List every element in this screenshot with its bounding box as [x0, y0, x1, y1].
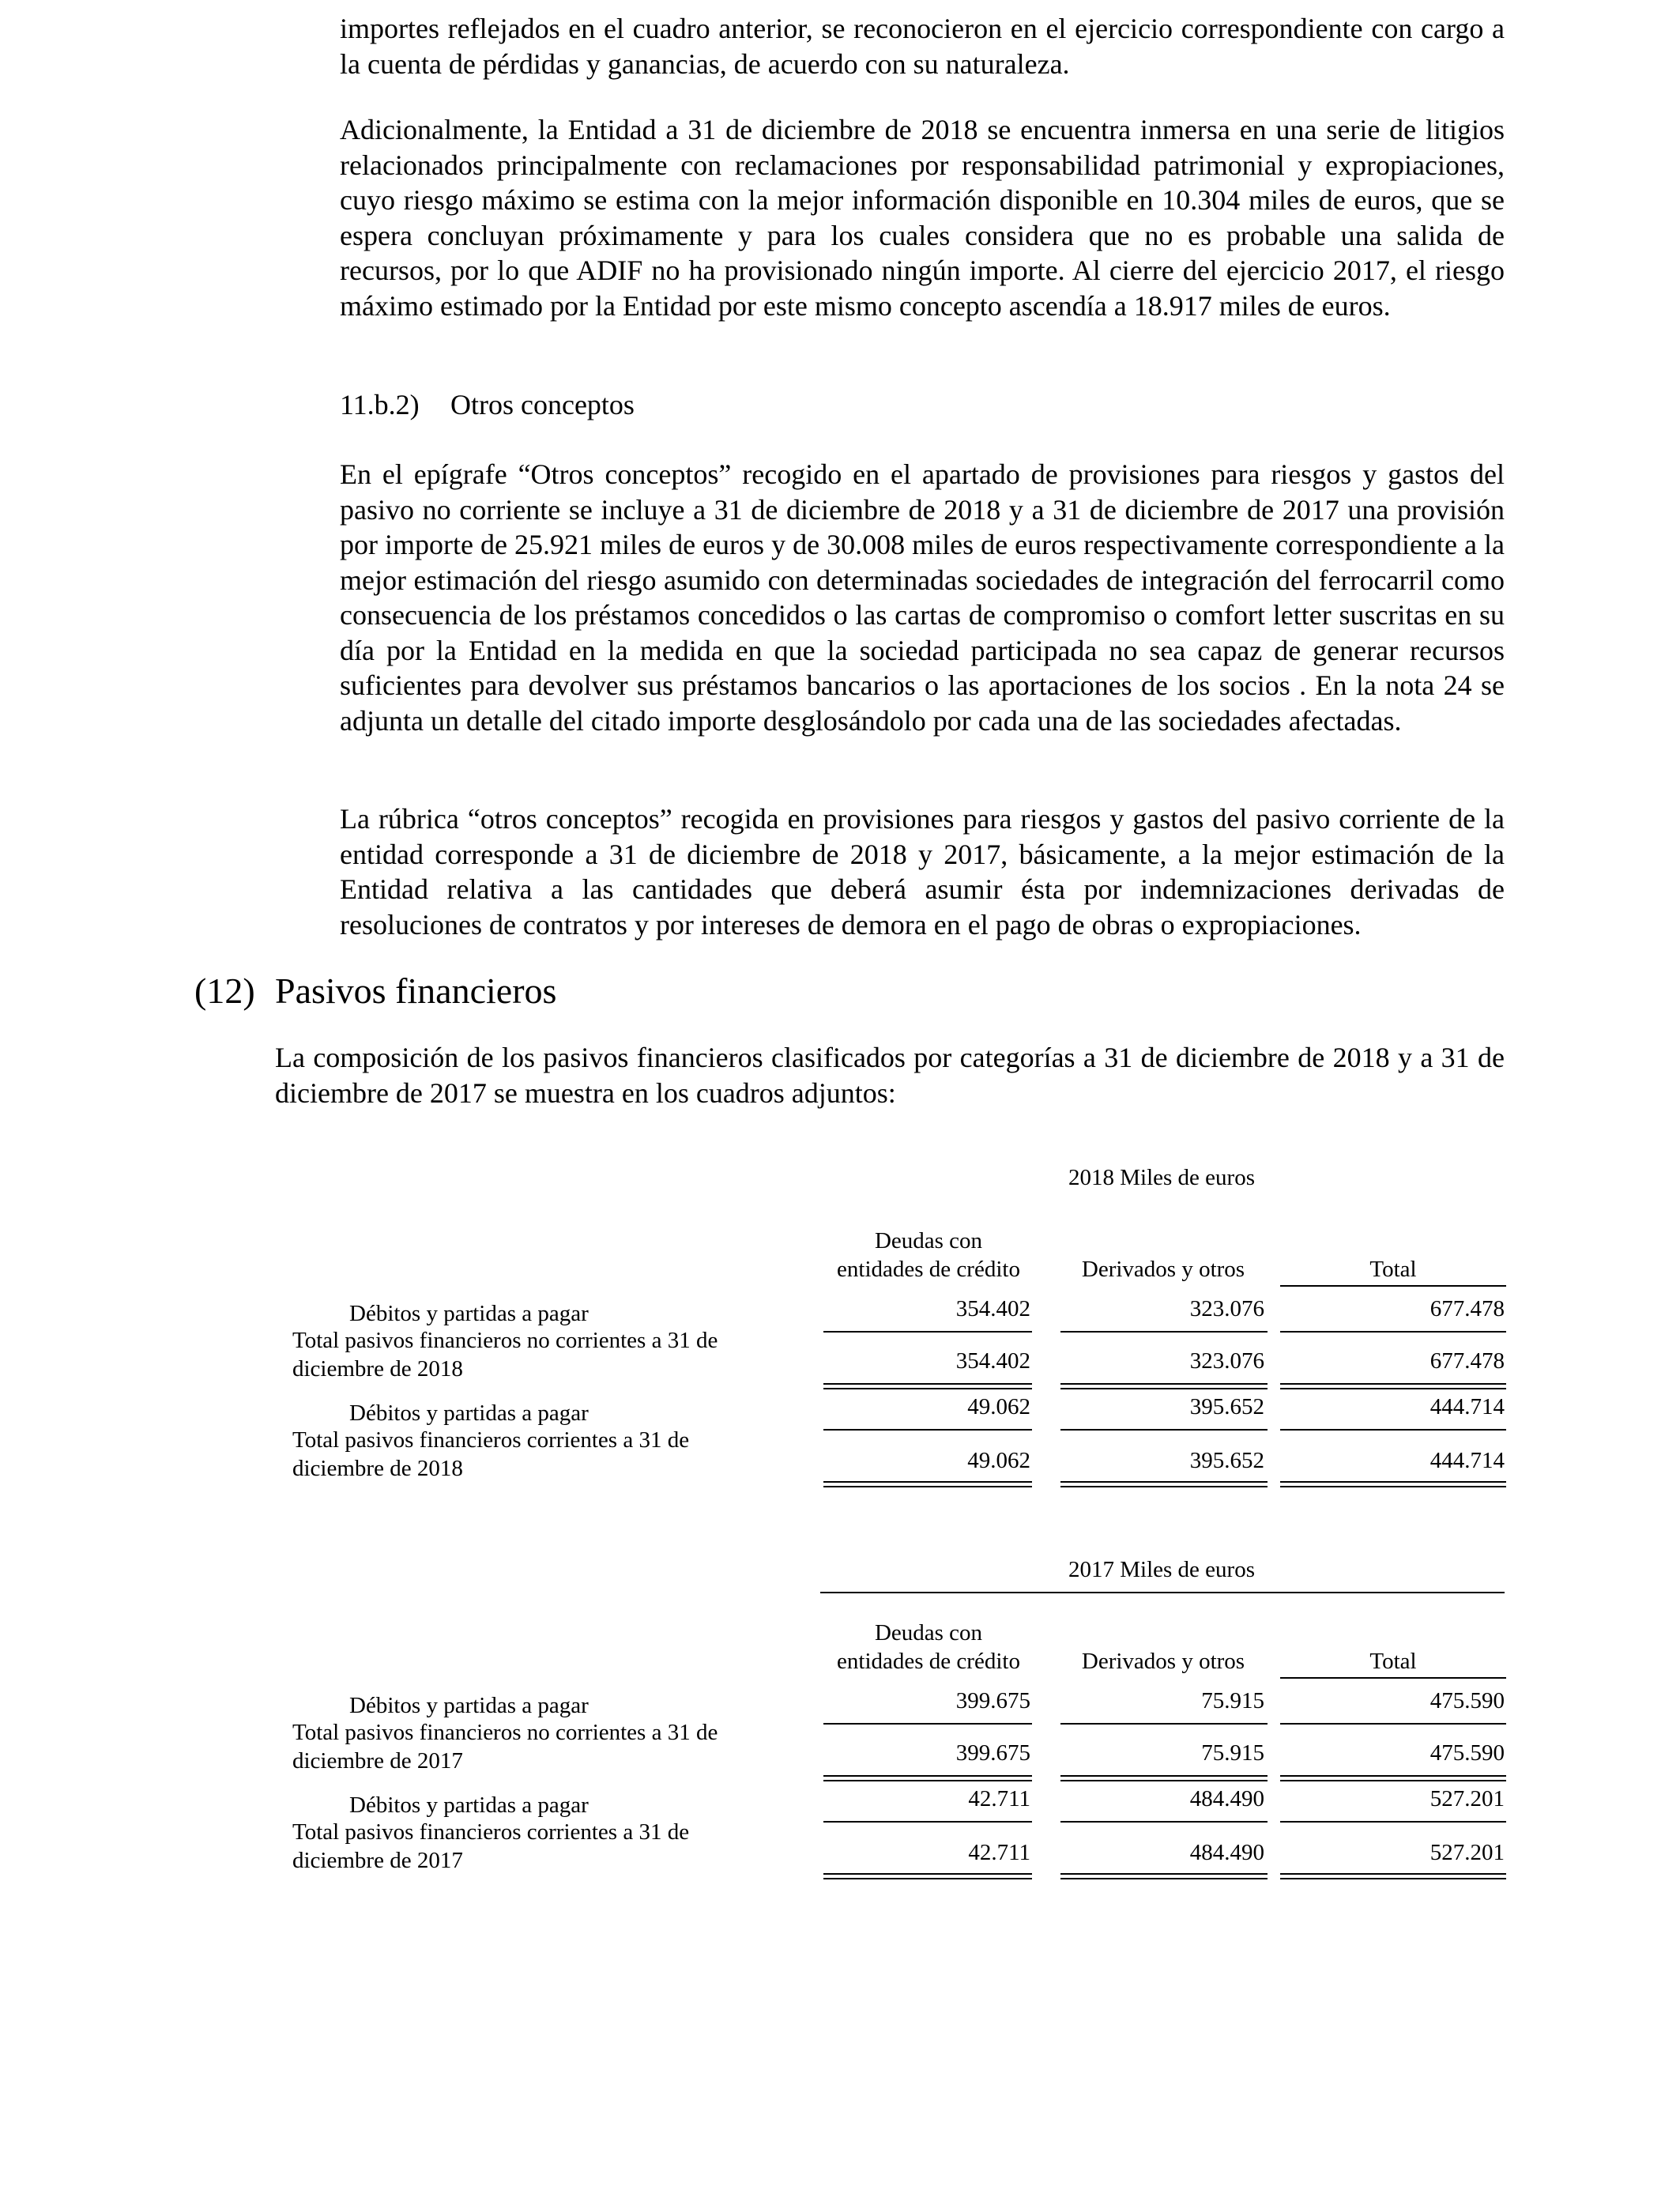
header-rule [1280, 1285, 1506, 1287]
subsection-heading [340, 387, 635, 422]
row-label: Débitos y partidas a pagar [349, 1400, 589, 1426]
row-label: Débitos y partidas a pagar [349, 1301, 589, 1326]
section-intro: La composición de los pasivos financieros clasificados por categorías a 31 de diciembre de 2018 y a 31 de diciembre de 2017 se muestra en los cuadros adjuntos: [275, 1042, 1505, 1109]
column-header-line: entidades de crédito [837, 1257, 1020, 1282]
double-rule [1280, 1873, 1506, 1879]
table-2017 [0, 1546, 1680, 1917]
table-cell: 49.062 [967, 1394, 1030, 1419]
row-label-line: diciembre de 2017 [292, 1748, 463, 1774]
double-rule [1280, 1383, 1506, 1389]
double-rule [1060, 1481, 1268, 1487]
row-label-line: Total pasivos financieros corrientes a 31 de [292, 1819, 690, 1845]
column-header-deudas [822, 1619, 1035, 1676]
header-rule [1280, 1677, 1506, 1679]
double-rule [1060, 1775, 1268, 1781]
double-rule [1060, 1873, 1268, 1879]
double-rule [823, 1873, 1032, 1879]
table-cell: 677.478 [1430, 1348, 1505, 1374]
row-label-line: diciembre de 2018 [292, 1456, 463, 1481]
table-cell: 395.652 [1189, 1448, 1264, 1473]
row-label [292, 1718, 767, 1775]
double-rule [823, 1775, 1032, 1781]
table-cell: 75.915 [1201, 1688, 1264, 1713]
column-header-deudas [822, 1227, 1035, 1284]
double-rule [823, 1481, 1032, 1487]
table-cell: 49.062 [967, 1448, 1030, 1473]
row-label-line: Total pasivos financieros no corrientes a 31 de [292, 1720, 718, 1745]
double-rule [823, 1383, 1032, 1389]
table-cell: 395.652 [1189, 1394, 1264, 1419]
column-header-line: entidades de crédito [837, 1649, 1020, 1674]
row-rule [1280, 1429, 1506, 1431]
table-cell: 475.590 [1430, 1688, 1505, 1713]
row-rule [823, 1331, 1032, 1333]
table-cell: 399.675 [955, 1688, 1030, 1713]
section-title: Pasivos financieros [275, 971, 557, 1011]
double-rule [1060, 1383, 1268, 1389]
row-label-line: diciembre de 2018 [292, 1356, 463, 1382]
table-caption: 2017 Miles de euros [1068, 1557, 1255, 1582]
paragraph-carry-over: importes reflejados en el cuadro anterior, se reconocieron en el ejercicio correspondiente con cargo a la cuenta de pérdidas y ganancias, de acuerdo con su naturaleza. [340, 13, 1505, 80]
table-cell: 475.590 [1430, 1740, 1505, 1766]
row-rule [1060, 1429, 1268, 1431]
table-2018 [0, 1154, 1680, 1525]
table-cell: 484.490 [1189, 1786, 1264, 1811]
row-rule [1280, 1821, 1506, 1823]
column-header-line: Deudas con [874, 1228, 983, 1253]
table-cell: 399.675 [955, 1740, 1030, 1766]
caption-rule [820, 1592, 1505, 1593]
table-caption: 2018 Miles de euros [1068, 1165, 1255, 1190]
row-rule [823, 1723, 1032, 1725]
table-cell: 444.714 [1430, 1448, 1505, 1473]
row-label-line: diciembre de 2017 [292, 1848, 463, 1873]
row-label [292, 1818, 767, 1875]
row-label-line: Total pasivos financieros no corrientes a 31 de [292, 1328, 718, 1353]
paragraph-rubrica: La rúbrica “otros conceptos” recogida en provisiones para riesgos y gastos del pasivo corriente de la entidad corresponde a 31 de diciembre de 2018 y 2017, básicamente, a la mejor estimación de la Entidad relativa a las cantidades que deberá asumir ésta por indemnizaciones derivadas de resoluciones de contratos y por intereses de demora en el pago de obras o expropiaciones. [340, 803, 1505, 941]
table-cell: 484.490 [1189, 1840, 1264, 1865]
table-cell: 354.402 [955, 1348, 1030, 1374]
table-cell: 42.711 [968, 1840, 1030, 1865]
row-rule [1060, 1723, 1268, 1725]
row-rule [1060, 1821, 1268, 1823]
row-rule [823, 1429, 1032, 1431]
double-rule [1280, 1481, 1506, 1487]
subsection-number: 11.b.2) [340, 389, 420, 420]
table-cell: 75.915 [1201, 1740, 1264, 1766]
row-label [292, 1326, 767, 1383]
table-cell: 677.478 [1430, 1296, 1505, 1321]
row-rule [1060, 1331, 1268, 1333]
table-cell: 527.201 [1430, 1786, 1505, 1811]
column-header-derivados: Derivados y otros [1081, 1257, 1245, 1282]
double-rule [1280, 1775, 1506, 1781]
column-header-total: Total [1369, 1257, 1417, 1282]
row-rule [1280, 1331, 1506, 1333]
paragraph-otros-conceptos: En el epígrafe “Otros conceptos” recogido en el apartado de provisiones para riesgos y gastos del pasivo no corriente se incluye a 31 de diciembre de 2018 y a 31 de diciembre de 2017 una provisión por importe de 25.921 miles de euros y de 30.008 miles de euros respectivamente correspondiente a la mejor estimación del riesgo asumido con determinadas sociedades de integración del ferrocarril como consecuencia de los préstamos concedidos o las cartas de compromiso o comfort letter suscritas en su día por la Entidad en la medida en que la sociedad participada no sea capaz de generar recursos suficientes para devolver sus préstamos bancarios o las aportaciones de los socios . En la nota 24 se adjunta un detalle del citado importe desglosándolo por cada una de las sociedades afectadas. [340, 458, 1505, 737]
column-header-total: Total [1369, 1649, 1417, 1674]
table-cell: 444.714 [1430, 1394, 1505, 1419]
table-cell: 323.076 [1189, 1348, 1264, 1374]
row-label: Débitos y partidas a pagar [349, 1793, 589, 1818]
row-label: Débitos y partidas a pagar [349, 1693, 589, 1718]
column-header-line: Deudas con [874, 1620, 983, 1646]
row-rule [1280, 1723, 1506, 1725]
table-cell: 354.402 [955, 1296, 1030, 1321]
table-cell: 42.711 [968, 1786, 1030, 1811]
row-rule [823, 1821, 1032, 1823]
subsection-title: Otros conceptos [450, 389, 635, 420]
column-header-derivados: Derivados y otros [1081, 1649, 1245, 1674]
row-label [292, 1426, 767, 1483]
table-cell: 527.201 [1430, 1840, 1505, 1865]
table-cell: 323.076 [1189, 1296, 1264, 1321]
section-number: (12) [194, 971, 255, 1011]
row-label-line: Total pasivos financieros corrientes a 31 de [292, 1427, 690, 1453]
paragraph-litigios: Adicionalmente, la Entidad a 31 de diciembre de 2018 se encuentra inmersa en una serie de litigios relacionados principalmente con reclamaciones por responsabilidad patrimonial y expropiaciones, cuyo riesgo máximo se estima con la mejor información disponible en 10.304 miles de euros, que se espera concluyan próximamente y para los cuales considera que no es probable una salida de recursos, por lo que ADIF no ha provisionado ningún importe. Al cierre del ejercicio 2017, el riesgo máximo estimado por la Entidad por este mismo concepto ascendía a 18.917 miles de euros. [340, 114, 1505, 322]
section-heading [194, 969, 556, 1013]
